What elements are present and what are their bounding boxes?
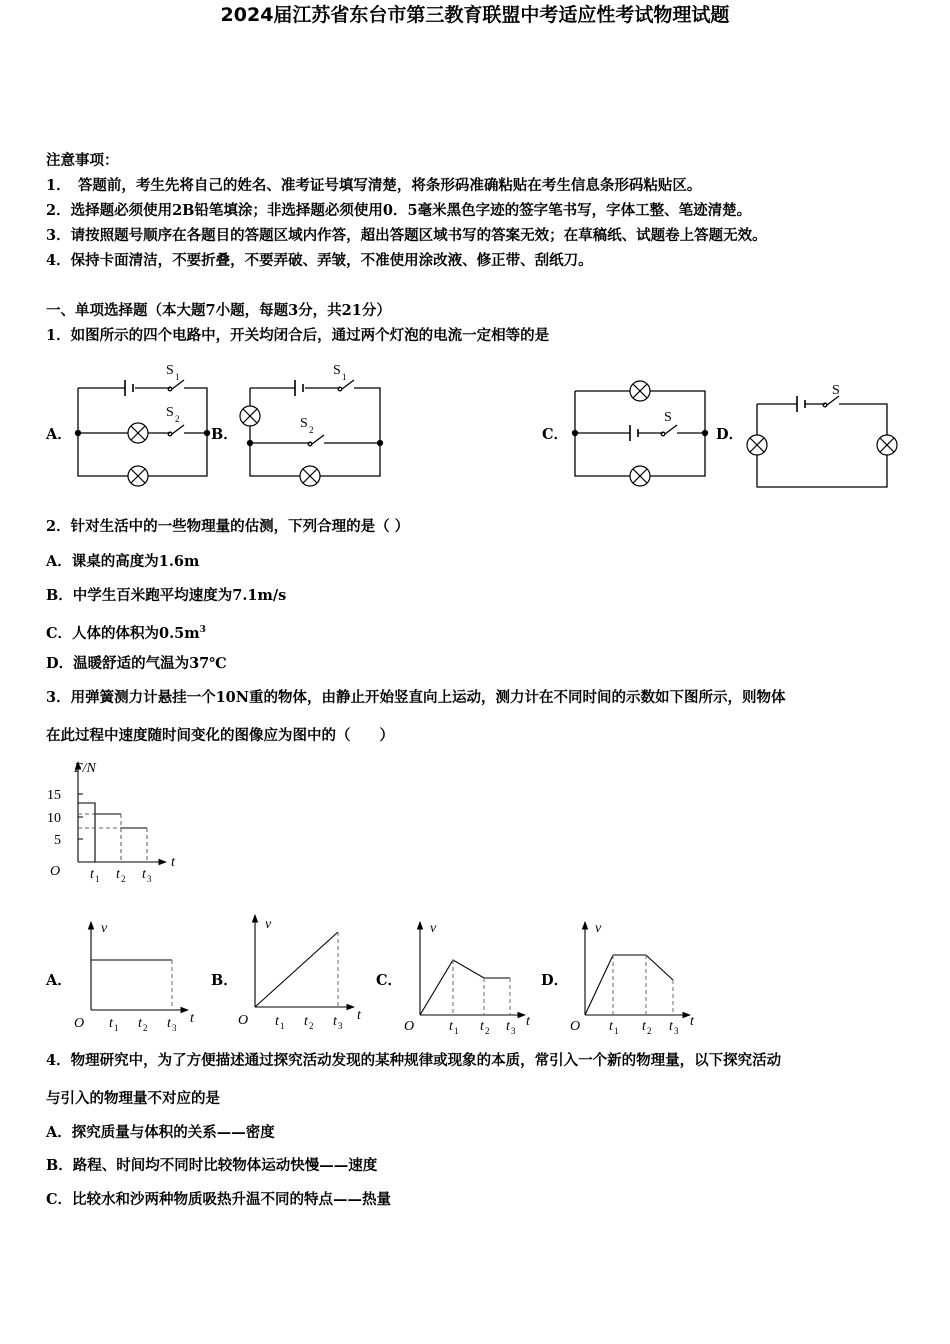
note-item: 1． 答题前，考生先将自己的姓名、准考证号填写清楚，将条形码准确粘贴在考生信息条形码粘贴区。 — [46, 177, 702, 194]
q1-option-c-label: C． — [542, 426, 569, 443]
subscript: 1 — [342, 372, 347, 382]
q2-option-c-text: C．人体的体积为0.5m — [46, 624, 200, 642]
switch-labels — [166, 363, 840, 435]
switch-label-s: S — [166, 405, 174, 420]
t-axis-label: t — [690, 1014, 694, 1029]
circuit-a — [76, 380, 210, 486]
v-axis-label: v — [101, 921, 108, 936]
subscript: 2 — [485, 1026, 490, 1036]
q4-option-a: A．探究质量与体积的关系——密度 — [46, 1124, 275, 1141]
subscript: 1 — [175, 372, 180, 382]
q3-option-d-label: D． — [541, 972, 569, 989]
note-item: 3．请按照题号顺序在各题目的答题区域内作答，超出答题区域书写的答案无效；在草稿纸、试题卷上答题无效。 — [46, 227, 767, 244]
t2-label: t — [304, 1014, 308, 1029]
superscript: 3 — [199, 625, 206, 635]
origin-label: O — [50, 864, 61, 879]
t1-label: t — [275, 1014, 279, 1029]
subscript: 3 — [511, 1026, 516, 1036]
t-axis-label: t — [526, 1014, 530, 1029]
q3-option-b-label: B． — [211, 972, 238, 989]
question-4-stem-cont: 与引入的物理量不对应的是 — [46, 1090, 220, 1107]
switch-label-s: S — [664, 410, 672, 425]
subscript: 2 — [121, 874, 126, 884]
t2-label: t — [138, 1016, 142, 1031]
t-axis-label: t — [357, 1008, 361, 1023]
origin-label: O — [238, 1013, 249, 1028]
y-tick-15: 15 — [47, 788, 61, 803]
v-axis-label: v — [430, 921, 437, 936]
question-2-stem: 2．针对生活中的一些物理量的估测，下列合理的是（ ） — [46, 518, 410, 535]
q1-option-a-label: A． — [46, 426, 72, 443]
notes-heading: 注意事项： — [46, 152, 119, 169]
q2-option-d: D．温暖舒适的气温为37℃ — [46, 655, 227, 672]
subscript: 2 — [143, 1023, 148, 1033]
section-heading: 一、单项选择题（本大题7小题，每题3分，共21分） — [46, 302, 391, 319]
switch-label-s: S — [166, 363, 174, 378]
question-1-stem: 1．如图所示的四个电路中，开关均闭合后，通过两个灯泡的电流一定相等的是 — [46, 327, 550, 344]
subscript: 1 — [280, 1021, 285, 1031]
circuit-d — [747, 396, 897, 487]
page-title: 2024届江苏省东台市第三教育联盟中考适应性考试物理试题 — [220, 4, 730, 26]
switch-label-s: S — [300, 416, 308, 431]
t1-label: t — [609, 1019, 613, 1034]
subscript: 2 — [647, 1026, 652, 1036]
t3-label: t — [167, 1016, 171, 1031]
subscript: 1 — [614, 1026, 619, 1036]
q1-option-b-label: B． — [211, 426, 238, 443]
velocity-graph-labels — [74, 917, 695, 1036]
q1-option-d-label: D． — [716, 426, 744, 443]
question-3-stem: 3．用弹簧测力计悬挂一个10N重的物体，由静止开始竖直向上运动，测力计在不同时间的示数如下图所示，则物体 — [46, 689, 786, 706]
subscript: 1 — [114, 1023, 119, 1033]
note-item: 4．保持卡面清洁，不要折叠，不要弄破、弄皱，不准使用涂改液、修正带、刮纸刀。 — [46, 252, 593, 269]
origin-label: O — [74, 1016, 85, 1031]
q2-option-a: A．课桌的高度为1.6m — [46, 553, 200, 570]
circuit-c — [573, 381, 708, 486]
t2-label: t — [480, 1019, 484, 1034]
t3-label: t — [333, 1014, 337, 1029]
t-axis-label: t — [171, 855, 175, 870]
origin-label: O — [404, 1019, 415, 1034]
f-axis-label: F/N — [74, 761, 96, 776]
subscript: 3 — [338, 1021, 343, 1031]
v-axis-label: v — [595, 921, 602, 936]
q4-option-c: C．比较水和沙两种物质吸热升温不同的特点——热量 — [46, 1191, 392, 1208]
question-3-stem-cont: 在此过程中速度随时间变化的图像应为图中的（ ） — [46, 727, 394, 744]
t3-label: t — [142, 867, 146, 882]
q3-option-c-label: C． — [376, 972, 403, 989]
y-tick-10: 10 — [47, 811, 61, 826]
t1-label: t — [109, 1016, 113, 1031]
t1-label: t — [449, 1019, 453, 1034]
t3-label: t — [506, 1019, 510, 1034]
switch-label-s: S — [832, 383, 840, 398]
y-tick-5: 5 — [54, 833, 61, 848]
switch-label-s: S — [333, 363, 341, 378]
subscript: 3 — [147, 874, 152, 884]
force-time-graph — [47, 761, 176, 884]
subscript: 3 — [674, 1026, 679, 1036]
t-tick-labels — [109, 1014, 679, 1036]
origin-label: O — [570, 1019, 581, 1034]
t2-label: t — [116, 867, 120, 882]
subscript: 2 — [309, 1021, 314, 1031]
t3-label: t — [669, 1019, 673, 1034]
t1-label: t — [90, 867, 94, 882]
subscript: 1 — [95, 874, 100, 884]
note-item: 2．选择题必须使用2B铅笔填涂；非选择题必须使用0．5毫米黑色字迹的签字笔书写，字体工整、笔迹清楚。 — [46, 202, 752, 219]
subscript: 2 — [175, 414, 180, 424]
subscript: 2 — [309, 425, 314, 435]
subscript: 3 — [172, 1023, 177, 1033]
t2-label: t — [642, 1019, 646, 1034]
t-axis-label: t — [190, 1011, 194, 1026]
v-axis-label: v — [265, 917, 272, 932]
q2-option-b: B．中学生百米跑平均速度为7.1m/s — [46, 587, 287, 604]
q3-option-a-label: A． — [46, 972, 72, 989]
subscript: 1 — [454, 1026, 459, 1036]
question-4-stem: 4．物理研究中，为了方便描述通过探究活动发现的某种规律或现象的本质，常引入一个新的物理量，以下探究活动 — [46, 1052, 782, 1069]
q4-option-b: B．路程、时间均不同时比较物体运动快慢——速度 — [46, 1157, 378, 1174]
